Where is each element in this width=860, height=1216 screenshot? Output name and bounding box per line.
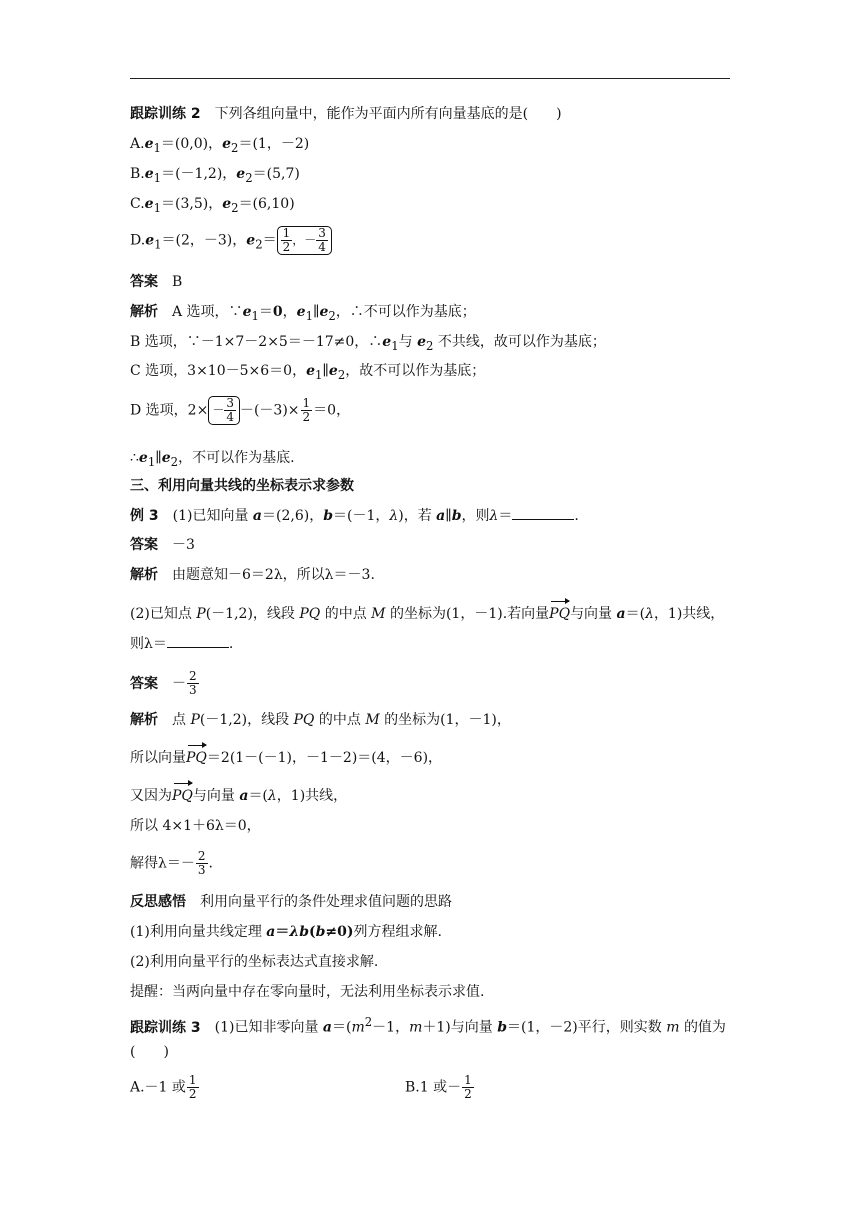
example3-part2-line1: (2)已知点 P(－1,2)，线段 PQ 的中点 M 的坐标为(1，－1).若向量PQ与向量 a＝(λ，1)共线， xyxy=(130,606,725,622)
training3-option-b[interactable]: B.1 或－ $\frac{1}{2}$ xyxy=(405,1073,472,1101)
example3-answer2: 答案 － $\frac{2}{3}$ xyxy=(130,669,197,697)
training2-analysis-d: D 选项，2× － $\frac{3}{4}$ －(－3)× $\frac{1}{2}$ ＝0， xyxy=(130,396,351,424)
training3-paren: ( ) xyxy=(130,1044,169,1060)
section-title: 三、利用向量共线的坐标表示求参数 xyxy=(130,478,354,494)
training3-question: 跟踪训练 3 (1)已知非零向量 $a=(m^2-1$，m＋1)与向量 b＝(1，－2)平行，则实数 m 的值为 xyxy=(130,1015,726,1036)
reflection-title: 反思感悟 利用向量平行的条件处理求值问题的思路 xyxy=(130,894,452,910)
training3-option-a[interactable]: A.－1 或 $\frac{1}{2}$ xyxy=(130,1073,197,1101)
answer-blank-2[interactable] xyxy=(167,634,229,648)
answer-blank[interactable] xyxy=(512,506,574,520)
example3-answer1: 答案 －3 xyxy=(130,537,195,553)
example3-analysis2-c: 又因为PQ与向量 a＝(λ，1)共线， xyxy=(130,788,348,804)
training2-analysis-b: B 选项，∵－1×7－2×5＝－17≠0，$\therefore e_1$与 $e_2$ 不共线，故可以作为基底； xyxy=(130,334,606,353)
training3-label: 跟踪训练 3 xyxy=(130,1019,201,1036)
example3-part1: 例 3 (1)已知向量 a＝(2,6)，b＝(－1，λ)，若 a∥b，则λ＝ . xyxy=(130,508,579,524)
reflection-item1: (1)利用向量共线定理 a＝λb(b≠0)列方程组求解. xyxy=(130,924,442,940)
training2-question: 跟踪训练 2 下列各组向量中，能作为平面内所有向量基底的是( ) xyxy=(130,106,562,122)
reflection-label: 反思感悟 xyxy=(130,894,186,910)
header-rule xyxy=(130,78,730,79)
training2-label: 跟踪训练 2 xyxy=(130,106,201,122)
reflection-item2: (2)利用向量平行的坐标表达式直接求解. xyxy=(130,954,379,970)
example3-analysis1: 解析 由题意知－6＝2λ，所以λ＝－3. xyxy=(130,567,375,583)
fraction-bracket: － $\frac{3}{4}$ xyxy=(208,396,240,425)
example3-part2-line2: 则λ＝ . xyxy=(130,636,234,652)
training2-answer: 答案 B xyxy=(130,274,183,290)
training2-option-d[interactable]: $D.e_1=(2$，－3)，$e_2=$ $\frac{1}{2}$ ，－ $\frac{3}{4}$ xyxy=(130,226,332,255)
training2-option-c[interactable]: $C.e_1=(3,5)$，$e_2=(6,10)$ xyxy=(130,196,295,215)
training2-analysis-c: C 选项，3×10－5×6＝0，$e_1\parallel e_2$，故不可以作为基底； xyxy=(130,363,486,382)
example3-analysis2-d: 所以 4×1＋6λ＝0， xyxy=(130,818,261,834)
vector-bracket: $\frac{1}{2}$ ，－ $\frac{3}{4}$ xyxy=(277,226,332,255)
example3-analysis2-a: 解析 点 P(－1,2)，线段 PQ 的中点 M 的坐标为(1，－1)， xyxy=(130,712,511,728)
example3-analysis2-e: 解得λ＝－ $\frac{2}{3}$ . xyxy=(130,849,213,877)
reflection-tip: 提醒：当两向量中存在零向量时，无法利用坐标表示求值. xyxy=(130,984,485,1000)
example3-analysis2-b: 所以向量PQ＝2(1－(－1)，－1－2)＝(4，－6)， xyxy=(130,750,443,766)
training2-option-a[interactable]: $A.e_1=(0,0)$，$e_2=(1$，－2) xyxy=(130,136,310,155)
example3-label: 例 3 xyxy=(130,508,159,524)
training2-option-b[interactable]: $B.e_1=(-1,2)$，$e_2=(5,7)$ xyxy=(130,166,300,185)
training2-analysis-e: $\therefore e_1\parallel e_2$，不可以作为基底. xyxy=(130,450,295,469)
training2-analysis-a: 解析 A 选项，$\because e_1=0$，$e_1\parallel e_2$，∴不可以作为基底； xyxy=(130,304,476,323)
